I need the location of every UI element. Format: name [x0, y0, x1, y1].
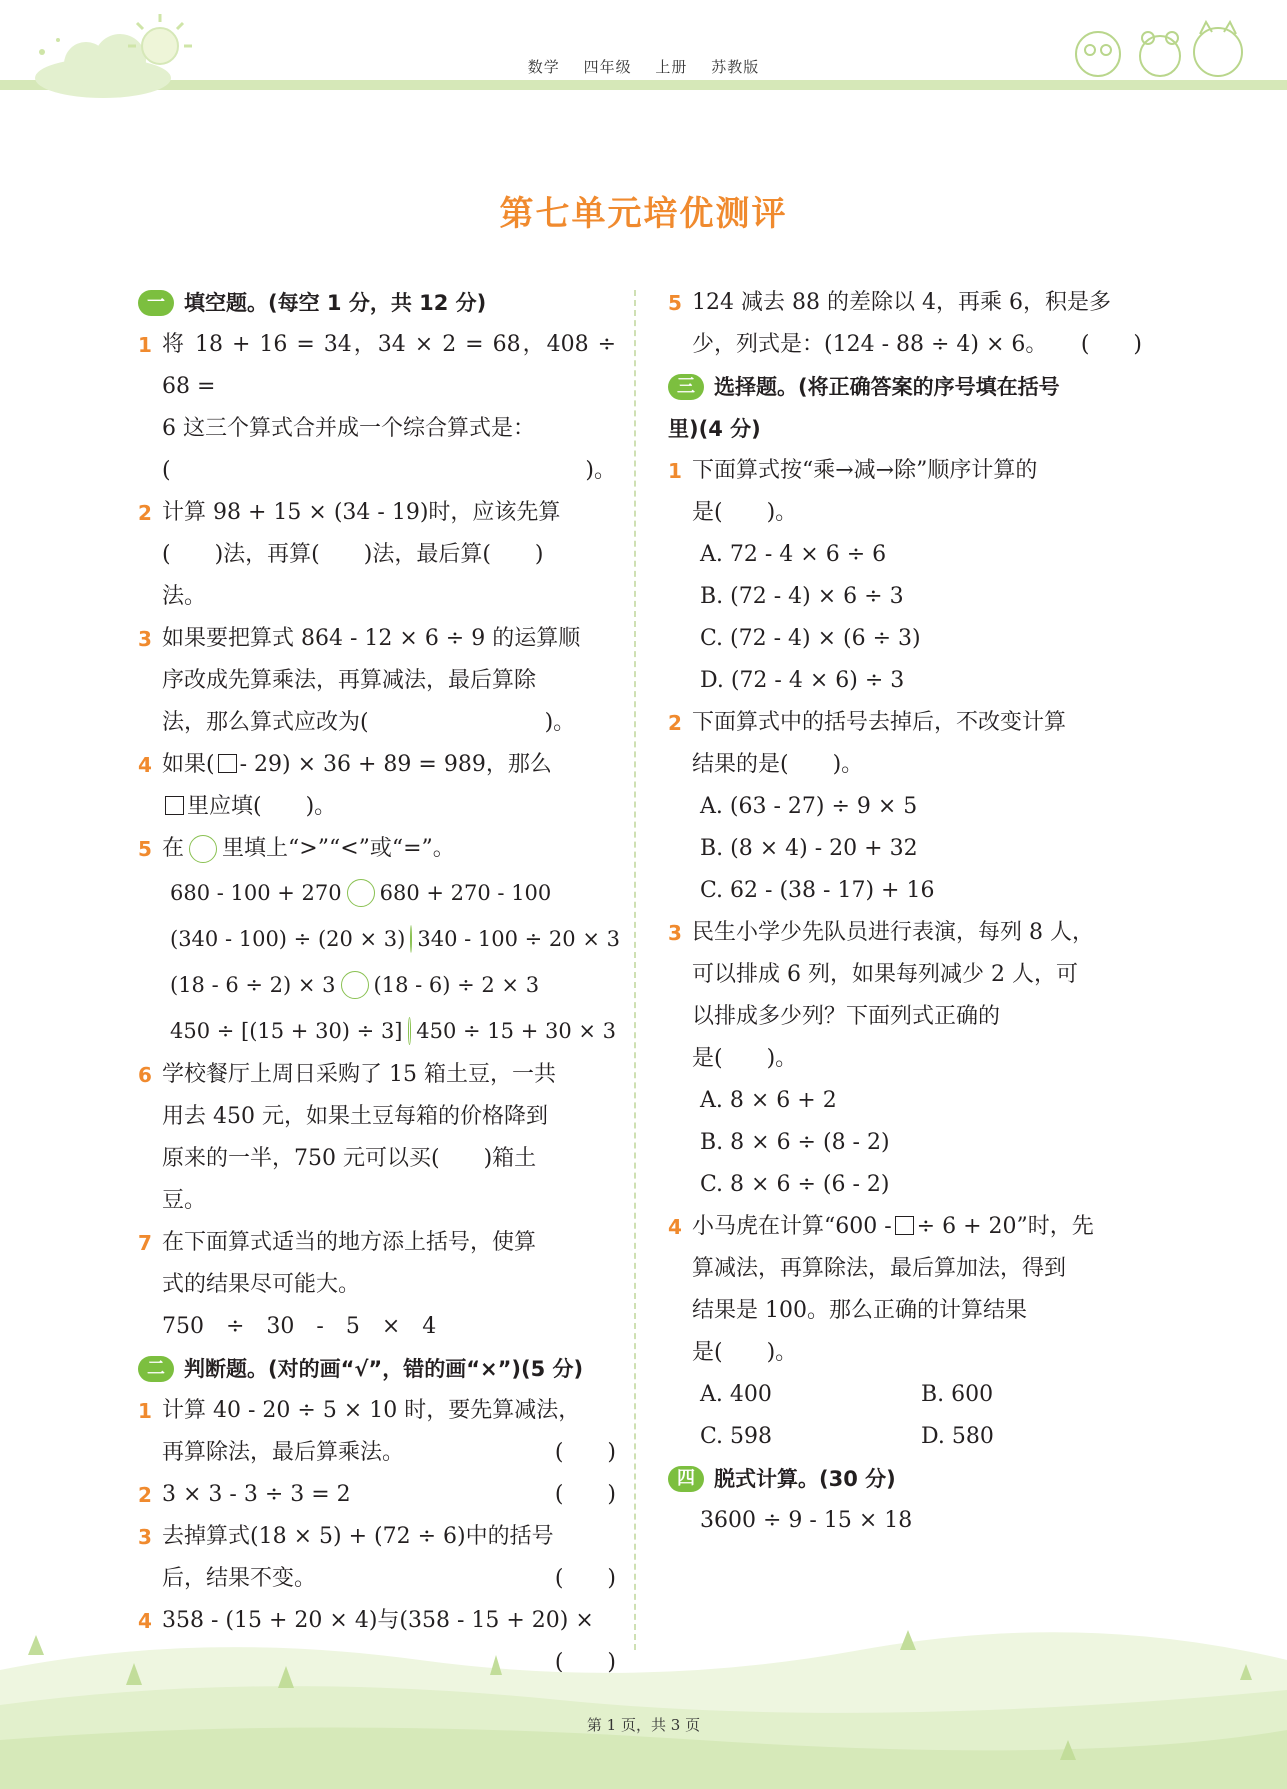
circle-icon — [189, 835, 217, 863]
question-1-5 — [138, 828, 616, 870]
paren-open: ( — [162, 458, 171, 483]
question-text: 6 这三个算式合并成一个综合算式是： — [162, 416, 535, 441]
question-text: 少，列式是：(124 - 88 ÷ 4) × 6。 — [692, 332, 1048, 357]
question-text[interactable]: 是( )。 — [692, 1340, 798, 1365]
question-number: 3 — [668, 921, 682, 945]
question-number: 7 — [138, 1231, 152, 1255]
answer-paren[interactable]: ( ) — [554, 1650, 616, 1675]
expression: 450 ÷ 15 + 30 × 3 — [416, 1019, 616, 1043]
question-2-3 — [138, 1516, 616, 1600]
section-fill-blank-heading — [138, 282, 616, 324]
question-text: 序改成先算乘法，再算减法，最后算除 — [162, 668, 537, 693]
question-text: 在 — [162, 836, 185, 861]
question-number: 4 — [668, 1215, 682, 1239]
answer-paren[interactable]: ( ) — [1080, 332, 1142, 357]
column-divider — [634, 290, 636, 1650]
compare-row — [138, 962, 616, 1008]
header-subject: 数学 — [527, 58, 560, 76]
question-text: 下面算式按“乘→减→除”顺序计算的 — [692, 458, 1038, 483]
option-b[interactable]: B. 8 × 6 ÷ (8 - 2) — [700, 1130, 890, 1155]
question-text: 法。 — [162, 584, 207, 609]
question-text[interactable]: 里应填( )。 — [187, 794, 337, 819]
page-title: 第七单元培优测评 — [499, 194, 788, 234]
option-d[interactable]: D. (72 - 4 × 6) ÷ 3 — [700, 668, 905, 693]
question-number: 6 — [138, 1063, 152, 1087]
expression[interactable]: 750 ÷ 30 - 5 × 4 — [162, 1314, 437, 1339]
compare-circle[interactable] — [347, 879, 375, 907]
section-title: 里)(4 分) — [668, 417, 761, 441]
question-3-2 — [668, 702, 1142, 786]
option-row — [668, 1416, 1142, 1458]
option-a[interactable]: A. (63 - 27) ÷ 9 × 5 — [700, 794, 918, 819]
question-text[interactable]: ( )法，再算( )法，最后算( ) — [162, 542, 544, 567]
question-number: 5 — [138, 837, 152, 861]
expression: (340 - 100) ÷ (20 × 3) — [170, 927, 406, 951]
question-text: 如果要把算式 864 - 12 × 6 ÷ 9 的运算顺 — [162, 626, 581, 651]
answer-paren[interactable]: ( ) — [554, 1440, 616, 1465]
option-b[interactable]: B. 600 — [921, 1382, 994, 1407]
header-volume: 上册 — [655, 58, 688, 76]
compare-circle[interactable] — [408, 1017, 412, 1045]
right-column — [668, 282, 1142, 1542]
question-text: 下面算式中的括号去掉后，不改变计算 — [692, 710, 1067, 735]
section-title: 判断题。(对的画“√”，错的画“×”)(5 分) — [184, 1357, 584, 1381]
question-text: 里填上“>”“<”或“=”。 — [222, 836, 455, 861]
section-badge: 一 — [138, 290, 174, 316]
option-a[interactable]: A. 400 — [700, 1382, 772, 1407]
hills-decoration — [0, 1630, 1287, 1789]
question-text: 以排成多少列？下面列式正确的 — [692, 1004, 1001, 1029]
question-1-1 — [138, 324, 616, 492]
question-text[interactable]: 原来的一半，750 元可以买( )箱土 — [162, 1146, 537, 1171]
question-text: 358 - (15 + 20 × 4)与(358 - 15 + 20) × — [162, 1608, 594, 1633]
section-title: 选择题。(将正确答案的序号填在括号 — [714, 375, 1060, 399]
header-edition: 苏教版 — [711, 58, 760, 76]
question-text[interactable]: 法，那么算式应改为( )。 — [162, 710, 576, 735]
question-text: 将 18 + 16 = 34，34 × 2 = 68，408 ÷ 68 = — [162, 332, 616, 399]
option-a[interactable]: A. 8 × 6 + 2 — [700, 1088, 837, 1113]
question-text: - 29) × 36 + 89 = 989，那么 — [239, 752, 552, 777]
page-footer: 第 1 页，共 3 页 — [586, 1716, 701, 1734]
left-column — [138, 282, 620, 1684]
question-text: 后，结果不变。 — [162, 1566, 317, 1591]
question-number: 2 — [668, 711, 682, 735]
expression: 680 - 100 + 270 — [170, 881, 342, 905]
question-text: 计算 40 - 20 ÷ 5 × 10 时，要先算减法， — [162, 1398, 581, 1423]
question-text: 计算 98 + 15 × (34 - 19)时，应该先算 — [162, 500, 561, 525]
compare-circle[interactable] — [341, 971, 369, 999]
option-row — [668, 1374, 1142, 1416]
question-1-6 — [138, 1054, 616, 1222]
option-b[interactable]: B. (8 × 4) - 20 + 32 — [700, 836, 918, 861]
expression: 340 - 100 ÷ 20 × 3 — [417, 927, 620, 951]
question-number: 3 — [138, 627, 152, 651]
option-d[interactable]: D. 580 — [921, 1424, 994, 1449]
question-text: 算减法，再算除法，最后算加法，得到 — [692, 1256, 1067, 1281]
expression: 680 + 270 - 100 — [379, 881, 552, 905]
option-c[interactable]: C. 62 - (38 - 17) + 16 — [700, 878, 935, 903]
question-2-5 — [668, 282, 1142, 366]
question-2-1 — [138, 1390, 616, 1474]
expression: (18 - 6 ÷ 2) × 3 — [170, 973, 336, 997]
question-number: 1 — [138, 333, 152, 357]
question-text: 式的结果尽可能大。 — [162, 1272, 361, 1297]
option-c[interactable]: C. (72 - 4) × (6 ÷ 3) — [700, 626, 921, 651]
answer-paren[interactable]: ( ) — [554, 1482, 616, 1507]
section-badge: 四 — [668, 1466, 704, 1492]
question-text[interactable]: 结果的是( )。 — [692, 752, 864, 777]
section-title: 填空题。(每空 1 分，共 12 分) — [184, 291, 487, 315]
question-number: 2 — [138, 1483, 152, 1507]
question-1-3 — [138, 618, 616, 744]
square-box-icon — [218, 754, 237, 773]
section-choice-heading-cont — [668, 408, 1142, 450]
answer-blank[interactable] — [162, 450, 616, 492]
question-text: 小马虎在计算“600 - — [692, 1214, 892, 1239]
question-text: ÷ 6 + 20”时，先 — [916, 1214, 1094, 1239]
question-text: 可以排成 6 列，如果每列减少 2 人，可 — [692, 962, 1078, 987]
compare-row — [138, 916, 620, 962]
question-number: 1 — [668, 459, 682, 483]
question-3-1 — [668, 450, 1142, 534]
compare-circle[interactable] — [410, 925, 412, 953]
calc-expression[interactable]: 3600 ÷ 9 - 15 × 18 — [700, 1508, 913, 1533]
section-judge-heading — [138, 1348, 616, 1390]
question-text: 124 减去 88 的差除以 4，再乘 6，积是多 — [692, 290, 1111, 315]
option-c[interactable]: C. 8 × 6 ÷ (6 - 2) — [700, 1172, 890, 1197]
question-number: 4 — [138, 753, 152, 777]
option-c[interactable]: C. 598 — [700, 1424, 773, 1449]
question-2-2 — [138, 1474, 616, 1516]
question-1-4 — [138, 744, 616, 828]
section-badge: 二 — [138, 1356, 174, 1382]
question-text: 再算除法，最后算乘法。 — [162, 1440, 405, 1465]
header-grade: 四年级 — [583, 58, 632, 76]
section-badge: 三 — [668, 374, 704, 400]
square-box-icon — [895, 1216, 914, 1235]
square-box-icon — [165, 796, 184, 815]
question-number: 3 — [138, 1525, 152, 1549]
question-text: 结果是 100。那么正确的计算结果 — [692, 1298, 1027, 1323]
compare-row — [138, 870, 616, 916]
expression: (18 - 6) ÷ 2 × 3 — [373, 973, 540, 997]
question-text: 用去 450 元，如果土豆每箱的价格降到 — [162, 1104, 548, 1129]
question-number: 1 — [138, 1399, 152, 1423]
question-number: 2 — [138, 501, 152, 525]
question-text: 豆。 — [162, 1188, 207, 1213]
header-subject-line — [0, 56, 1287, 77]
paren-close: )。 — [585, 458, 616, 483]
question-text: 如果( — [162, 752, 215, 777]
question-number: 4 — [138, 1609, 152, 1633]
section-title: 脱式计算。(30 分) — [714, 1467, 896, 1491]
question-text[interactable]: 是( )。 — [692, 500, 798, 525]
option-b[interactable]: B. (72 - 4) × 6 ÷ 3 — [700, 584, 904, 609]
answer-paren[interactable]: ( ) — [554, 1566, 616, 1591]
question-3-4 — [668, 1206, 1142, 1374]
question-3-3 — [668, 912, 1142, 1080]
question-text[interactable]: 是( )。 — [692, 1046, 798, 1071]
option-a[interactable]: A. 72 - 4 × 6 ÷ 6 — [700, 542, 887, 567]
question-text: 学校餐厅上周日采购了 15 箱土豆，一共 — [162, 1062, 556, 1087]
question-1-2 — [138, 492, 616, 618]
question-1-7 — [138, 1222, 616, 1348]
question-text: 在下面算式适当的地方添上括号，使算 — [162, 1230, 537, 1255]
question-text: 3 × 3 - 3 ÷ 3 = 2 — [162, 1482, 351, 1507]
compare-row — [138, 1008, 616, 1054]
question-text: 民生小学少先队员进行表演，每列 8 人， — [692, 920, 1094, 945]
section-choice-heading — [668, 366, 1142, 408]
question-number: 5 — [668, 291, 682, 315]
section-calc-heading — [668, 1458, 1142, 1500]
expression: 450 ÷ [(15 + 30) ÷ 3] — [170, 1019, 403, 1043]
question-text: 去掉算式(18 × 5) + (72 ÷ 6)中的括号 — [162, 1524, 554, 1549]
